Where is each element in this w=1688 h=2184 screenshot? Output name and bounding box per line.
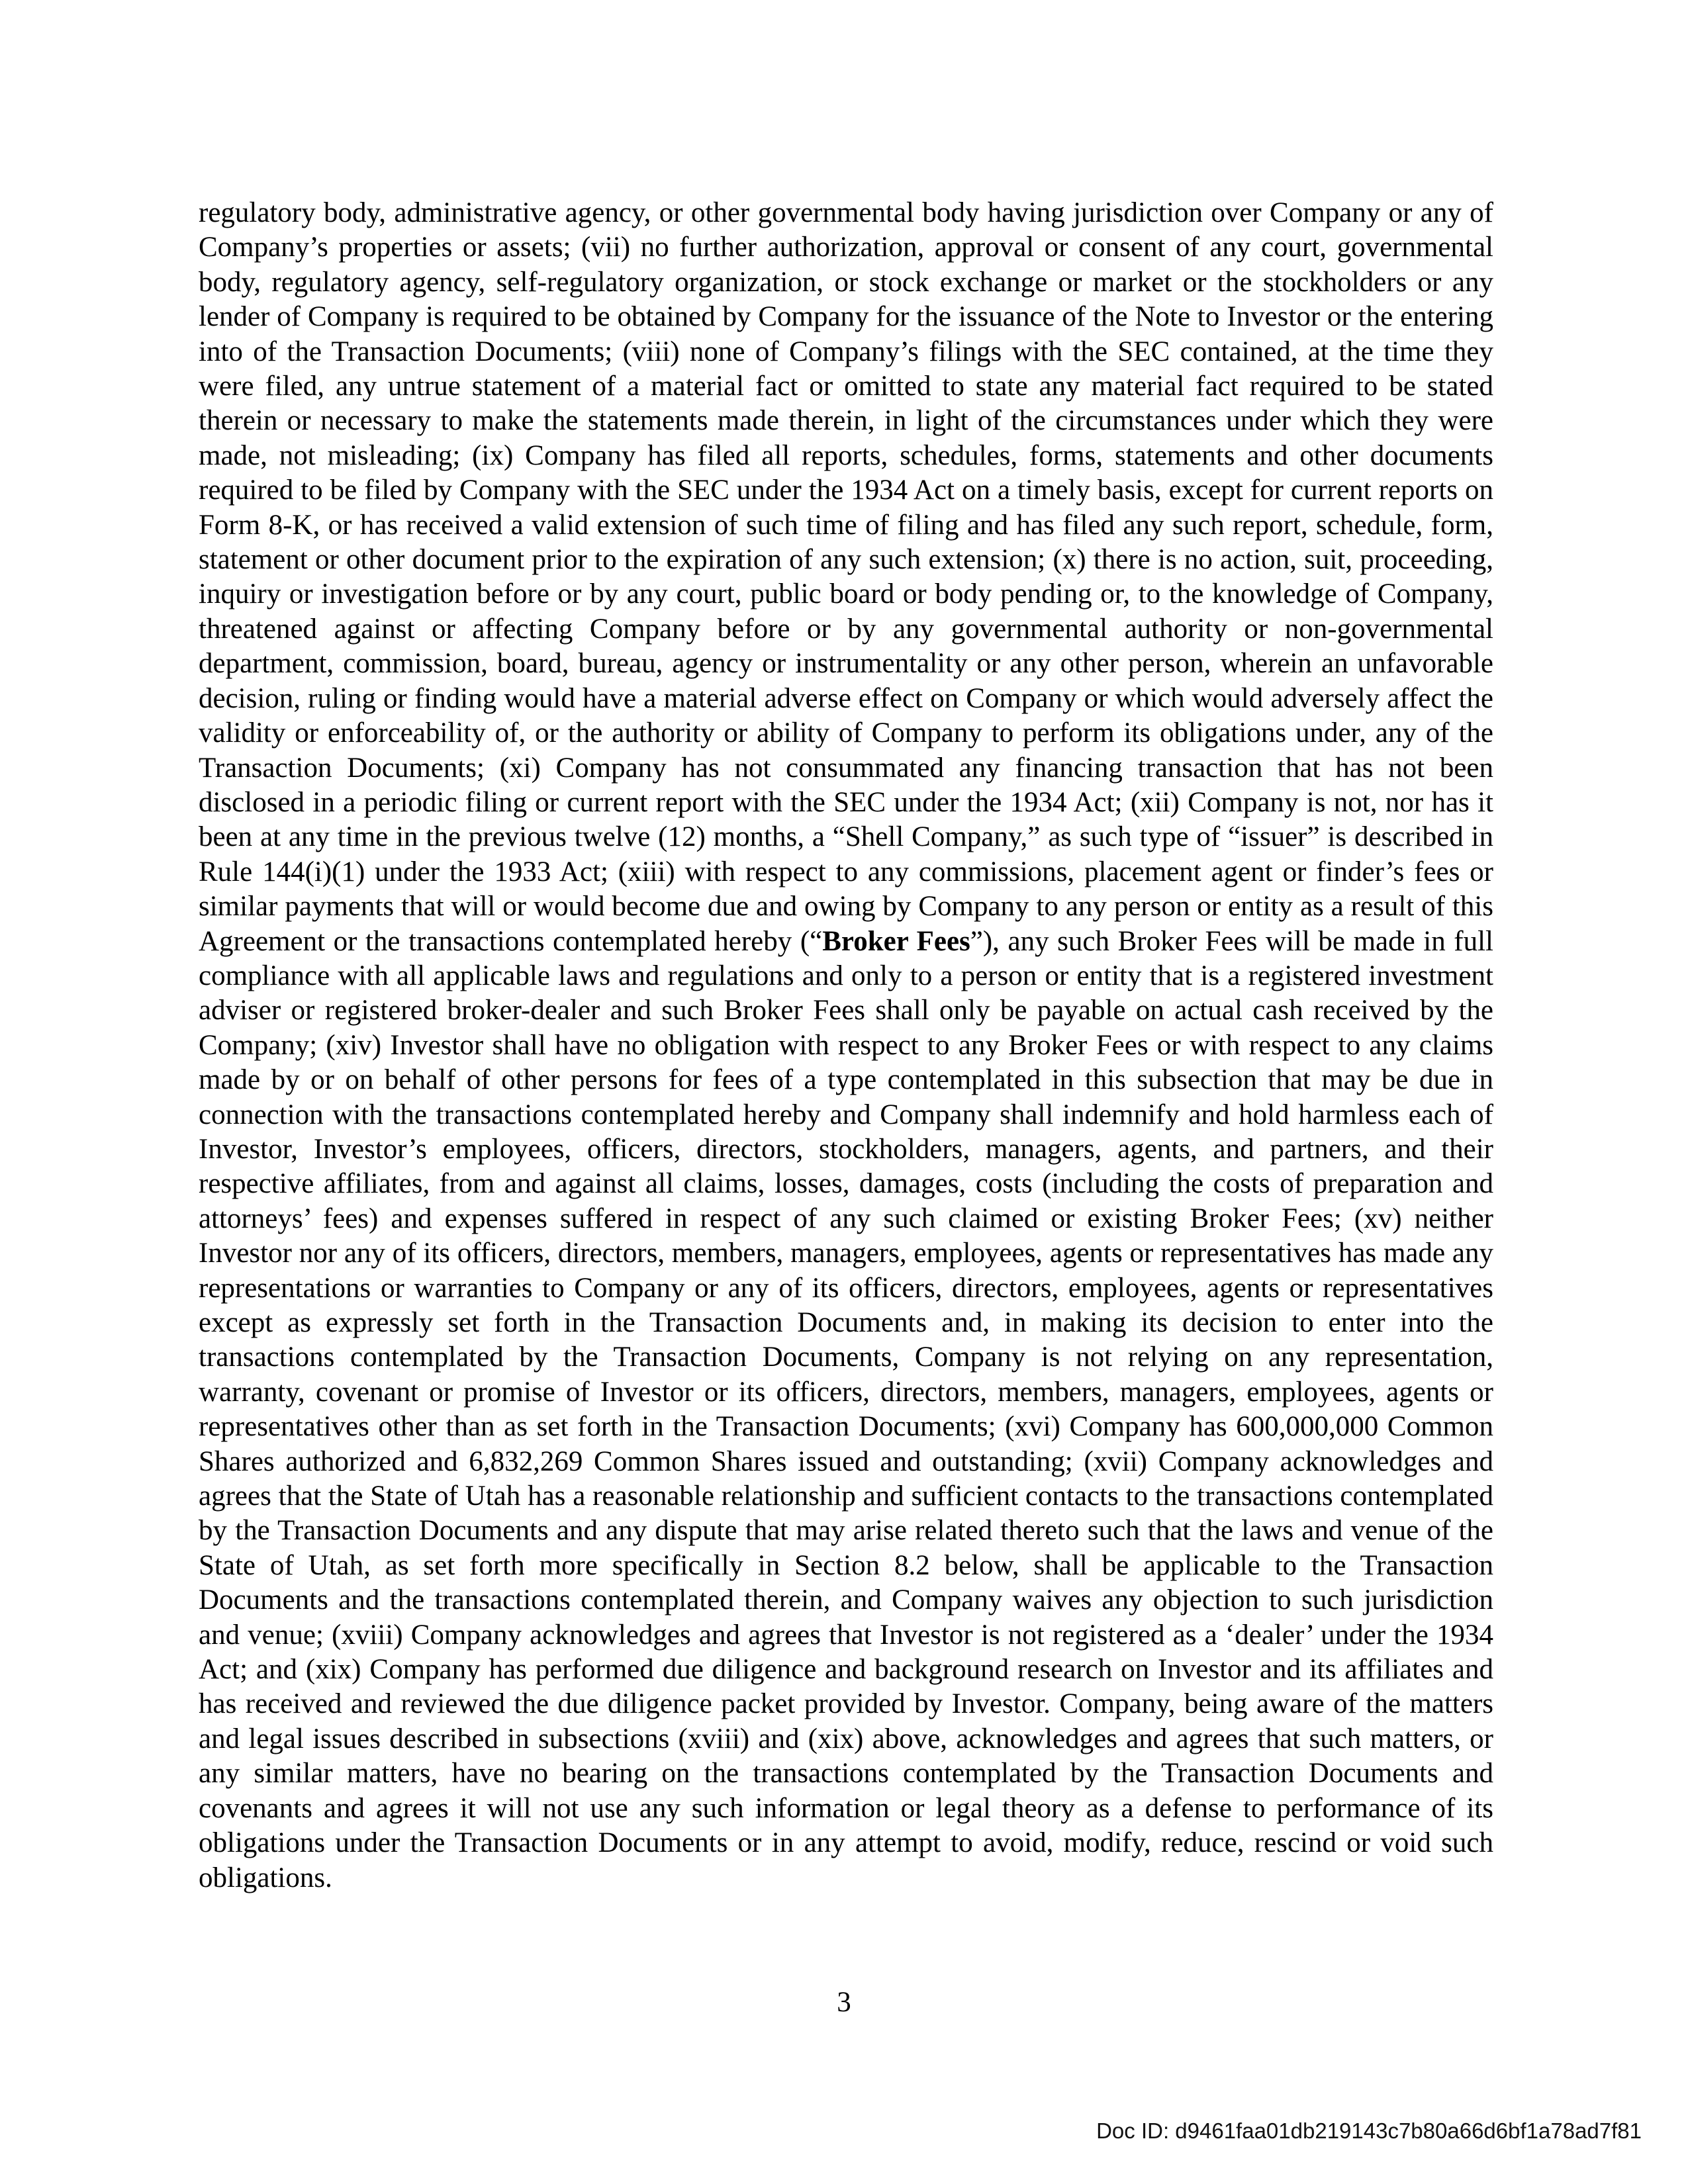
paragraph-text-part-2: ”), any such Broker Fees will be made in full compliance with all applicable laws and regulations and only to a person or entity that is a registered investment adviser or registered broker-dealer and such Broker Fees shall only be payable on actual cash received by the Company; (xiv) Investor shall have no obligation with respect to any Broker Fees or with respect to any claims made by or on behalf of other persons for fees of a type contemplated in this subsection that may be due in connection with the transactions contemplated hereby and Company shall indemnify and hold harmless each of Investor, Investor’s employees, officers, directors, stockholders, managers, agents, and partners, and their respective affiliates, from and against all claims, losses, damages, costs (including the costs of preparation and attorneys’ fees) and expenses suffered in respect of any such claimed or existing Broker Fees; (xv) neither Investor nor any of its officers, directors, members, managers, employees, agents or representatives has made any representations or warranties to Company or any of its officers, directors, employees, agents or representatives except as expressly set forth in the Transaction Documents and, in making its decision to enter into the transactions contemplated by the Transaction Documents, Company is not relying on any representation, warranty, covenant or promise of Investor or its officers, directors, members, managers, employees, agents or representatives other than as set forth in the Transaction Documents; (xvi) Company has 600,000,000 Common Shares authorized and 6,832,269 Common Shares issued and outstanding; (xvii) Company acknowledges and agrees that the State of Utah has a reasonable relationship and sufficient contacts to the transactions contemplated by the Transaction Documents and any dispute that may arise related thereto such that the laws and venue of the State of Utah, as set forth more specifically in Section 8.2 below, shall be applicable to the Transaction Documents and the transactions contemplated therein, and Company waives any objection to such jurisdiction and venue; (xviii) Company acknowledges and agrees that Investor is not registered as a ‘dealer’ under the 1934 Act; and (xix) Company has performed due diligence and background research on Investor and its affiliates and has received and reviewed the due diligence packet provided by Investor. Company, being aware of the matters and legal issues described in subsections (xviii) and (xix) above, acknowledges and agrees that such matters, or any similar matters, have no bearing on the transactions contemplated by the Transaction Documents and covenants and agrees it will not use any such information or legal theory as a defense to performance of its obligations under the Transaction Documents or in any attempt to avoid, modify, reduce, rescind or void such obligations. [199, 925, 1493, 1893]
paragraph-text-part-1: regulatory body, administrative agency, or other governmental body having jurisdiction over Company or any of Company’s properties or assets; (vii) no further authorization, approval or consent of any court, governmental body, regulatory agency, self-regulatory organization, or stock exchange or market or the stockholders or any lender of Company is required to be obtained by Company for the issuance of the Note to Investor or the entering into of the Transaction Documents; (viii) none of Company’s filings with the SEC contained, at the time they were filed, any untrue statement of a material fact or omitted to state any material fact required to be stated therein or necessary to make the statements made therein, in light of the circumstances under which they were made, not misleading; (ix) Company has filed all reports, schedules, forms, statements and other documents required to be filed by Company with the SEC under the 1934 Act on a timely basis, except for current reports on Form 8-K, or has received a valid extension of such time of filing and has filed any such report, schedule, form, statement or other document prior to the expiration of any such extension; (x) there is no action, suit, proceeding, inquiry or investigation before or by any court, public board or body pending or, to the knowledge of Company, threatened against or affecting Company before or by any governmental authority or non-governmental department, commission, board, bureau, agency or instrumentality or any other person, wherein an unfavorable decision, ruling or finding would have a material adverse effect on Company or which would adversely affect the validity or enforceability of, or the authority or ability of Company to perform its obligations under, any of the Transaction Documents; (xi) Company has not consummated any financing transaction that has not been disclosed in a periodic filing or current report with the SEC under the 1934 Act; (xii) Company is not, nor has it been at any time in the previous twelve (12) months, a “Shell Company,” as such type of “issuer” is described in Rule 144(i)(1) under the 1933 Act; (xiii) with respect to any commissions, placement agent or finder’s fees or similar payments that will or would become due and owing by Company to any person or entity as a result of this Agreement or the transactions contemplated hereby (“ [199, 197, 1493, 957]
page-number: 3 [837, 1987, 851, 2018]
defined-term-broker-fees: Broker Fees [822, 925, 970, 957]
doc-id-footer: Doc ID: d9461faa01db219143c7b80a66d6bf1a78ad7f81 [1096, 2118, 1642, 2143]
body-paragraph [199, 196, 1493, 1895]
